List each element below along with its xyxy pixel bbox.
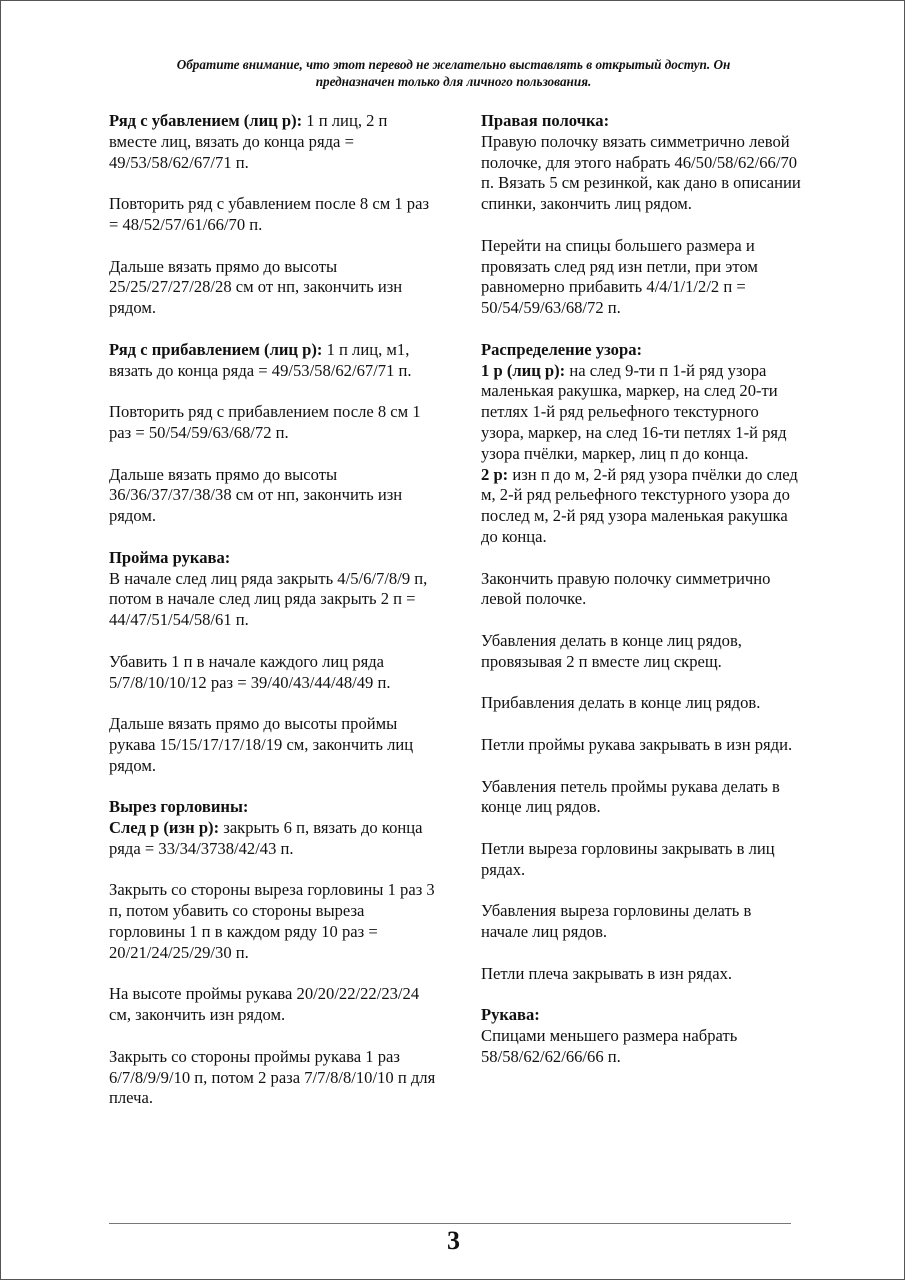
- neckline-bind-paragraph: Петли выреза горловины закрывать в лиц рядах.: [481, 838, 775, 879]
- knit-straight-paragraph-1: Дальше вязать прямо до высоты 25/25/27/27/28/28 см от нп, закончить изн рядом.: [109, 256, 403, 318]
- neckline-row-paragraph: [109, 818, 439, 860]
- neckline-heading: Вырез горловины:: [109, 797, 249, 817]
- sleeves-heading: Рукава:: [481, 1005, 540, 1025]
- increase-row-text: 1 п лиц, м1, вязать до конца ряда = 49/53/58/62/67/71 п.: [109, 339, 412, 380]
- knit-straight-paragraph-2: Дальше вязать прямо до высоты 36/36/37/37/38/38 см от нп, закончить изн рядом.: [109, 464, 403, 526]
- pattern-distribution-heading: Распределение узора:: [481, 339, 643, 359]
- neckline-row-text: закрыть 6 п, вязать до конца ряда = 33/34/3738/42/43 п.: [109, 818, 423, 858]
- shoulder-bind-paragraph: Петли плеча закрывать в изн рядах.: [481, 963, 733, 983]
- decrease-note-paragraph: Убавления делать в конце лиц рядов, провязывая 2 п вместе лиц скрещ.: [481, 630, 742, 671]
- switch-needles-paragraph: Перейти на спицы большего размера и провязать след ряд изн петли, при этом равномерно прибавить 4/4/1/1/2/2 п = 50/54/59/63/68/72 п.: [481, 235, 758, 318]
- row-2-text: изн п до м, 2-й ряд узора пчёлки до след м, 2-й ряд рельефного текстурного узора до послед м, 2-й ряд узора маленькая ракушка до конца.: [481, 464, 798, 546]
- increase-note-paragraph: Прибавления делать в конце лиц рядов.: [481, 693, 761, 713]
- decrease-row-paragraph: [109, 111, 439, 173]
- neckline-close-paragraph: Закрыть со стороны выреза горловины 1 раз 3 п, потом убавить со стороны выреза горловины 1 п в каждом ряду 10 раз = 20/21/24/25/29/30 п.: [109, 880, 435, 962]
- footer-divider: [109, 1223, 791, 1224]
- row-1-text: на след 9-ти п 1-й ряд узора маленькая ракушка, маркер, на след 20-ти петлях 1-й ряд рельефного текстурного узора, маркер, на след 16-ти петлях 1-й ряд узора пчёлки, маркер, лиц п до конца.: [481, 360, 787, 463]
- row-2-label: 2 р:: [481, 464, 509, 484]
- row-1-label: 1 р (лиц р):: [481, 360, 566, 380]
- right-front-paragraph: Правую полочку вязать симметрично левой полочке, для этого набрать 46/50/58/62/66/70 п. Вязать 5 см резинкой, как дано в описании спинки, закончить лиц рядом.: [481, 131, 801, 214]
- page-number: 3: [447, 1226, 460, 1255]
- decrease-row-text: 1 п лиц, 2 п вместе лиц, вязать до конца ряда = 49/53/58/62/67/71 п.: [109, 111, 388, 172]
- armhole-straight-paragraph: Дальше вязать прямо до высоты проймы рукава 15/15/17/17/18/19 см, закончить лиц рядом.: [109, 714, 414, 775]
- right-column: [481, 111, 801, 1068]
- armhole-decrease-paragraph: Убавить 1 п в начале каждого лиц ряда 5/7/8/10/10/12 раз = 39/40/43/44/48/49 п.: [109, 651, 391, 692]
- neckline-row-label: След р (изн р):: [109, 818, 220, 838]
- armhole-bind-paragraph: Петли проймы рукава закрывать в изн ряди.: [481, 734, 793, 754]
- privacy-notice-line-2: предназначен только для личного пользования.: [315, 74, 592, 89]
- increase-row-paragraph: [109, 340, 439, 382]
- repeat-decrease-paragraph: Повторить ряд с убавлением после 8 см 1 раз = 48/52/57/61/66/70 п.: [109, 194, 430, 234]
- privacy-notice: [91, 56, 816, 90]
- row-2-paragraph: [481, 465, 801, 548]
- shoulder-close-paragraph: Закрыть со стороны проймы рукава 1 раз 6/7/8/9/9/10 п, потом 2 раза 7/7/8/8/10/10 п для плеча.: [109, 1046, 436, 1108]
- armhole-heading: Пройма рукава:: [109, 547, 231, 567]
- left-column: [109, 111, 439, 1109]
- increase-row-label: Ряд с прибавлением (лиц р):: [109, 339, 323, 359]
- sleeves-paragraph: Спицами меньшего размера набрать 58/58/62/62/66/66 п.: [481, 1026, 738, 1066]
- finish-symmetric-paragraph: Закончить правую полочку симметрично левой полочке.: [481, 568, 771, 609]
- armhole-paragraph: В начале след лиц ряда закрыть 4/5/6/7/8/9 п, потом в начале след лиц ряда закрыть 2 п = 44/47/51/54/58/61 п.: [109, 568, 428, 630]
- decrease-row-label: Ряд с убавлением (лиц р):: [109, 111, 303, 130]
- neckline-decrease-note-paragraph: Убавления выреза горловины делать в начале лиц рядов.: [481, 901, 752, 942]
- privacy-notice-line-1: Обратите внимание, что этот перевод не желательно выставлять в открытый доступ. Он: [176, 57, 731, 72]
- row-1-paragraph: [481, 361, 801, 465]
- armhole-decrease-note-paragraph: Убавления петель проймы рукава делать в конце лиц рядов.: [481, 776, 780, 817]
- neckline-height-paragraph: На высоте проймы рукава 20/20/22/22/23/24 см, закончить изн рядом.: [109, 984, 420, 1025]
- right-front-heading: Правая полочка:: [481, 111, 610, 130]
- repeat-increase-paragraph: Повторить ряд с прибавлением после 8 см 1 раз = 50/54/59/63/68/72 п.: [109, 402, 421, 442]
